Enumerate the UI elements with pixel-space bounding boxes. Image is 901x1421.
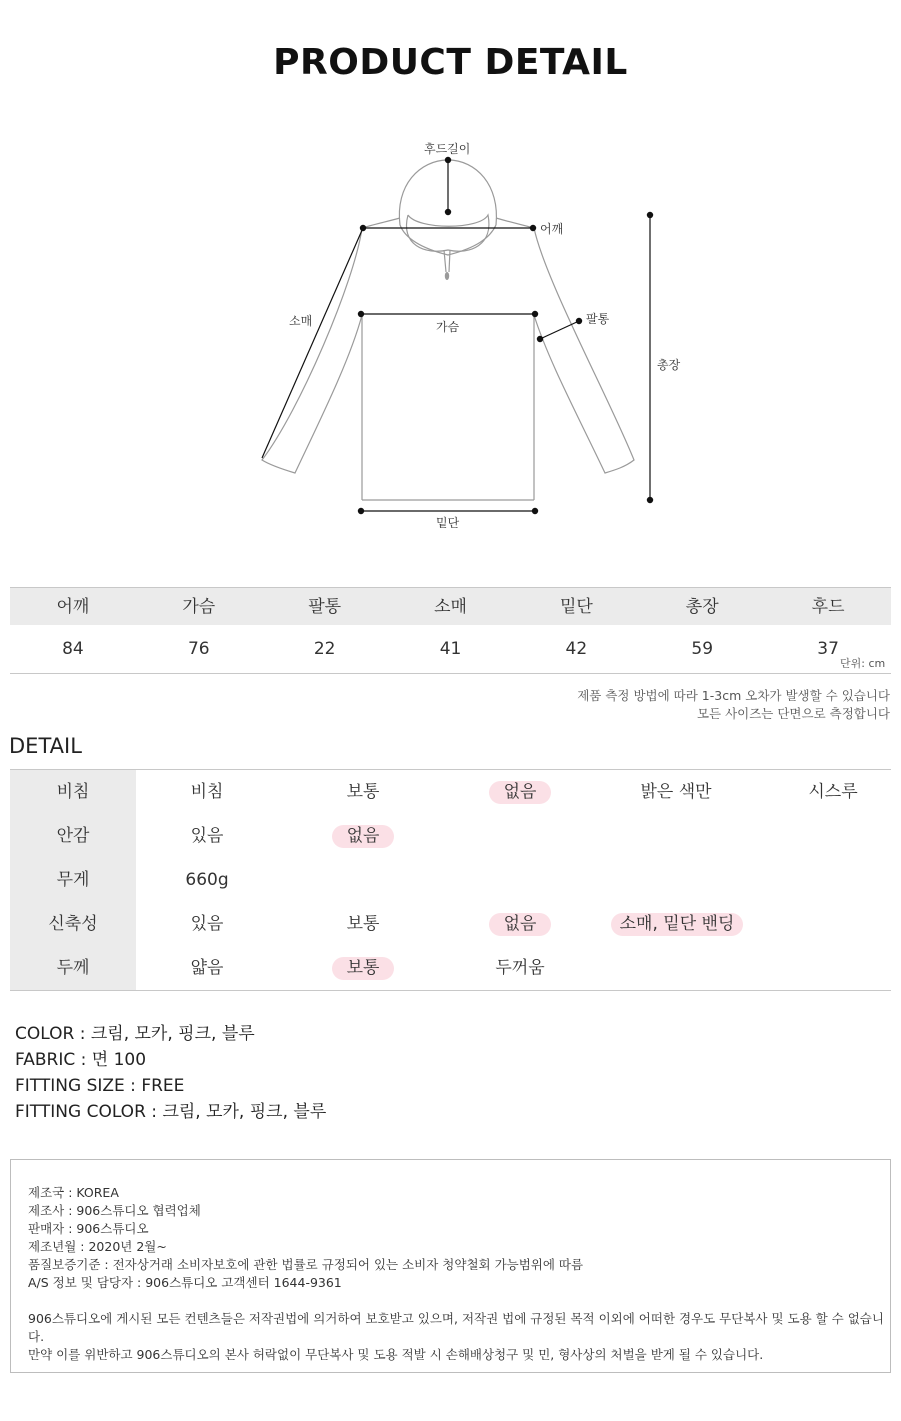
- size-value-cell: 37: [817, 639, 839, 659]
- measurement-note-line: 모든 사이즈는 단면으로 측정합니다: [696, 706, 890, 721]
- size-header-cell: 후드: [811, 597, 845, 617]
- info-line: 품질보증기준 : 전자상거래 소비자보호에 관한 법률로 규정되어 있는 소비자 청약철회 가능범위에 따름: [28, 1257, 584, 1272]
- spec-line-fabric: FABRIC : 면 100: [15, 1050, 147, 1070]
- detail-option: 얇음: [190, 958, 224, 978]
- measurement-notes: [577, 687, 890, 723]
- info-line: 제조사 : 906스튜디오 협력업체: [28, 1203, 201, 1218]
- info-line: 제조년월 : 2020년 2월~: [28, 1239, 167, 1254]
- detail-option: 보통: [346, 914, 380, 934]
- detail-option-selected: 보통: [332, 957, 394, 980]
- detail-row-stretch: [10, 902, 891, 946]
- label-total-length: 총장: [657, 358, 681, 372]
- product-info-box: [10, 1159, 891, 1373]
- size-header-cell: 팔통: [308, 597, 342, 617]
- info-line: A/S 정보 및 담당자 : 906스튜디오 고객센터 1644-9361: [28, 1275, 342, 1290]
- detail-option: 비침: [190, 782, 224, 802]
- detail-option: 660g: [185, 870, 229, 890]
- label-hem: 밑단: [436, 516, 460, 530]
- spec-line-fitting-size: FITTING SIZE : FREE: [15, 1076, 185, 1096]
- size-table-header: [10, 587, 891, 625]
- info-line: 제조국 : KOREA: [28, 1185, 119, 1200]
- detail-row-label: 두께: [56, 958, 90, 978]
- hoodie-outline-illustration: [0, 130, 901, 540]
- product-info-lines: [28, 1184, 583, 1292]
- product-specs: [15, 1021, 326, 1125]
- size-table-row: [10, 625, 891, 674]
- detail-table: [10, 769, 891, 991]
- size-header-cell: 밑단: [559, 597, 593, 617]
- size-value-cell: 76: [187, 639, 210, 659]
- detail-row-label: 신축성: [48, 914, 98, 934]
- size-header-cell: 총장: [685, 597, 719, 617]
- detail-option-selected: 없음: [332, 825, 394, 848]
- copyright-line: 만약 이를 위반하고 906스튜디오의 본사 허락없이 무단복사 및 도용 적발 시 손해배상청구 및 민, 형사상의 처벌을 받게 될 수 있습니다.: [28, 1347, 764, 1362]
- measurement-diagram: [0, 130, 901, 540]
- spec-value: FREE: [141, 1076, 185, 1096]
- label-chest: 가슴: [436, 320, 460, 334]
- page-title: PRODUCT DETAIL: [273, 42, 628, 83]
- detail-option: 있음: [190, 914, 224, 934]
- size-header-cell: 어깨: [56, 597, 90, 617]
- spec-key: COLOR: [15, 1024, 75, 1044]
- size-value-cell: 22: [313, 639, 336, 659]
- spec-line-color: COLOR : 크림, 모카, 핑크, 블루: [15, 1024, 255, 1044]
- copyright-line: 906스튜디오에 게시된 모든 컨텐츠들은 저작권법에 의거하여 보호받고 있으며, 저작권 법에 규정된 목적 이외에 어떠한 경우도 무단복사 및 도용 할 수 없습니다.: [28, 1311, 884, 1344]
- label-hood-length: 후드길이: [424, 142, 471, 156]
- detail-row-thickness: [10, 946, 891, 990]
- detail-row-label: 비침: [56, 782, 90, 802]
- size-value-cell: 41: [439, 639, 462, 659]
- size-value-cell: 42: [565, 639, 588, 659]
- detail-section-title: DETAIL: [9, 734, 82, 758]
- info-line: 판매자 : 906스튜디오: [28, 1221, 149, 1236]
- detail-row-transparency: [10, 770, 891, 814]
- measurement-note-line: 제품 측정 방법에 따라 1-3cm 오차가 발생할 수 있습니다: [577, 688, 890, 703]
- detail-option-selected: 없음: [489, 781, 551, 804]
- detail-option-selected: 없음: [489, 913, 551, 936]
- detail-option: 시스루: [808, 782, 858, 802]
- detail-option: 밝은 색만: [640, 782, 712, 802]
- copyright-notice: [28, 1310, 890, 1364]
- spec-key: FABRIC: [15, 1050, 76, 1070]
- detail-row-lining: [10, 814, 891, 858]
- detail-row-label: 무게: [56, 870, 90, 890]
- spec-value: 면 100: [91, 1050, 147, 1070]
- spec-value: 크림, 모카, 핑크, 블루: [90, 1024, 255, 1044]
- size-unit-note: 단위: cm: [840, 657, 886, 670]
- label-shoulder: 어깨: [540, 222, 564, 236]
- size-header-cell: 가슴: [182, 597, 216, 617]
- size-header-cell: 소매: [434, 597, 467, 617]
- detail-option: 있음: [190, 826, 224, 846]
- detail-option: 두꺼움: [495, 958, 545, 978]
- size-value-cell: 59: [691, 639, 714, 659]
- detail-option-selected: 소매, 밑단 밴딩: [611, 913, 743, 936]
- spec-key: FITTING SIZE: [15, 1076, 125, 1096]
- detail-row-label: 안감: [56, 826, 90, 846]
- detail-option: 보통: [346, 782, 380, 802]
- spec-value: 크림, 모카, 핑크, 블루: [162, 1102, 327, 1122]
- spec-line-fitting-color: FITTING COLOR : 크림, 모카, 핑크, 블루: [15, 1102, 327, 1122]
- label-sleeve: 소매: [289, 314, 313, 328]
- detail-row-weight: [10, 858, 891, 902]
- size-value-cell: 84: [62, 639, 84, 659]
- spec-key: FITTING COLOR: [15, 1102, 146, 1122]
- label-arm-width: 팔통: [586, 312, 610, 326]
